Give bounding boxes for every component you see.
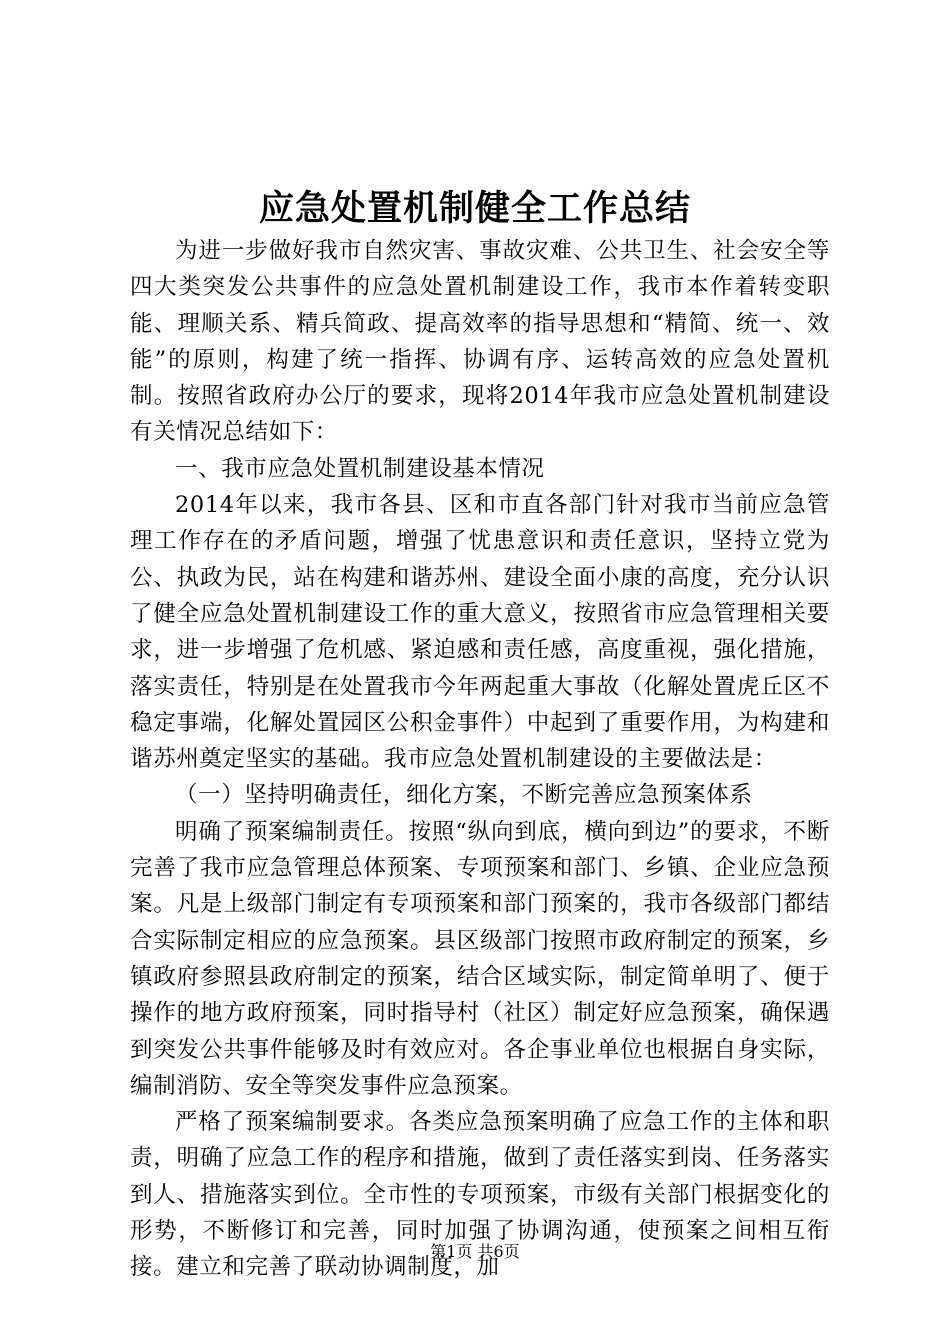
document-title: 应急处置机制健全工作总结 — [258, 189, 691, 229]
body-paragraph: 严格了预案编制要求。各类应急预案明确了应急工作的主体和职责，明确了应急工作的程序和措施，做到了责任落实到岗、任务落实到人、措施落实到位。全市性的专项预案，市级有关部门根据变化的形势，不断修订和完善，同时加强了协调沟通，使预案之间相互衔接。建立和完善了联动协调制度，加 — [130, 1109, 830, 1281]
section-heading: 一、我市应急处置机制建设基本情况 — [175, 455, 545, 482]
subsection-heading: （一）坚持明确责任，细化方案，不断完善应急预案体系 — [175, 782, 753, 809]
body-paragraph: 2014年以来，我市各县、区和市直各部门针对我市当前应急管理工作存在的矛盾问题，增强了忧患意识和责任意识，坚持立党为公、执政为民，站在构建和谐苏州、建设全面小康的高度，充分认识了健全应急处置机制建设工作的重大意义，按照省市应急管理相关要求，进一步增强了危机感、紧迫感和责任感，高度重视，强化措施，落实责任，特别是在处置我市今年两起重大事故（化解处置虎丘区不稳定事端，化解处置园区公积金事件）中起到了重要作用，为构建和谐苏州奠定坚实的基础。我市应急处置机制建设的主要做法是： — [130, 492, 830, 773]
page-footer: 第1页 共6页 — [430, 1242, 520, 1261]
body-paragraph: 明确了预案编制责任。按照“纵向到底，横向到边”的要求，不断完善了我市应急管理总体预案、专项预案和部门、乡镇、企业应急预案。凡是上级部门制定有专项预案和部门预案的，我市各级部门都结合实际制定相应的应急预案。县区级部门按照市政府制定的预案，乡镇政府参照县政府制定的预案，结合区域实际，制定简单明了、便于操作的地方政府预案，同时指导村（社区）制定好应急预案，确保遇到突发公共事件能够及时有效应对。各企事业单位也根据自身实际，编制消防、安全等突发事件应急预案。 — [130, 818, 830, 1099]
intro-paragraph: 为进一步做好我市自然灾害、事故灾难、公共卫生、社会安全等四大类突发公共事件的应急处置机制建设工作，我市本作着转变职能、理顺关系、精兵简政、提高效率的指导思想和“精简、统一、效能”的原则，构建了统一指挥、协调有序、运转高效的应急处置机制。按照省政府办公厅的要求，现将2014年我市应急处置机制建设有关情况总结如下： — [130, 238, 830, 446]
document-body — [130, 233, 830, 1286]
